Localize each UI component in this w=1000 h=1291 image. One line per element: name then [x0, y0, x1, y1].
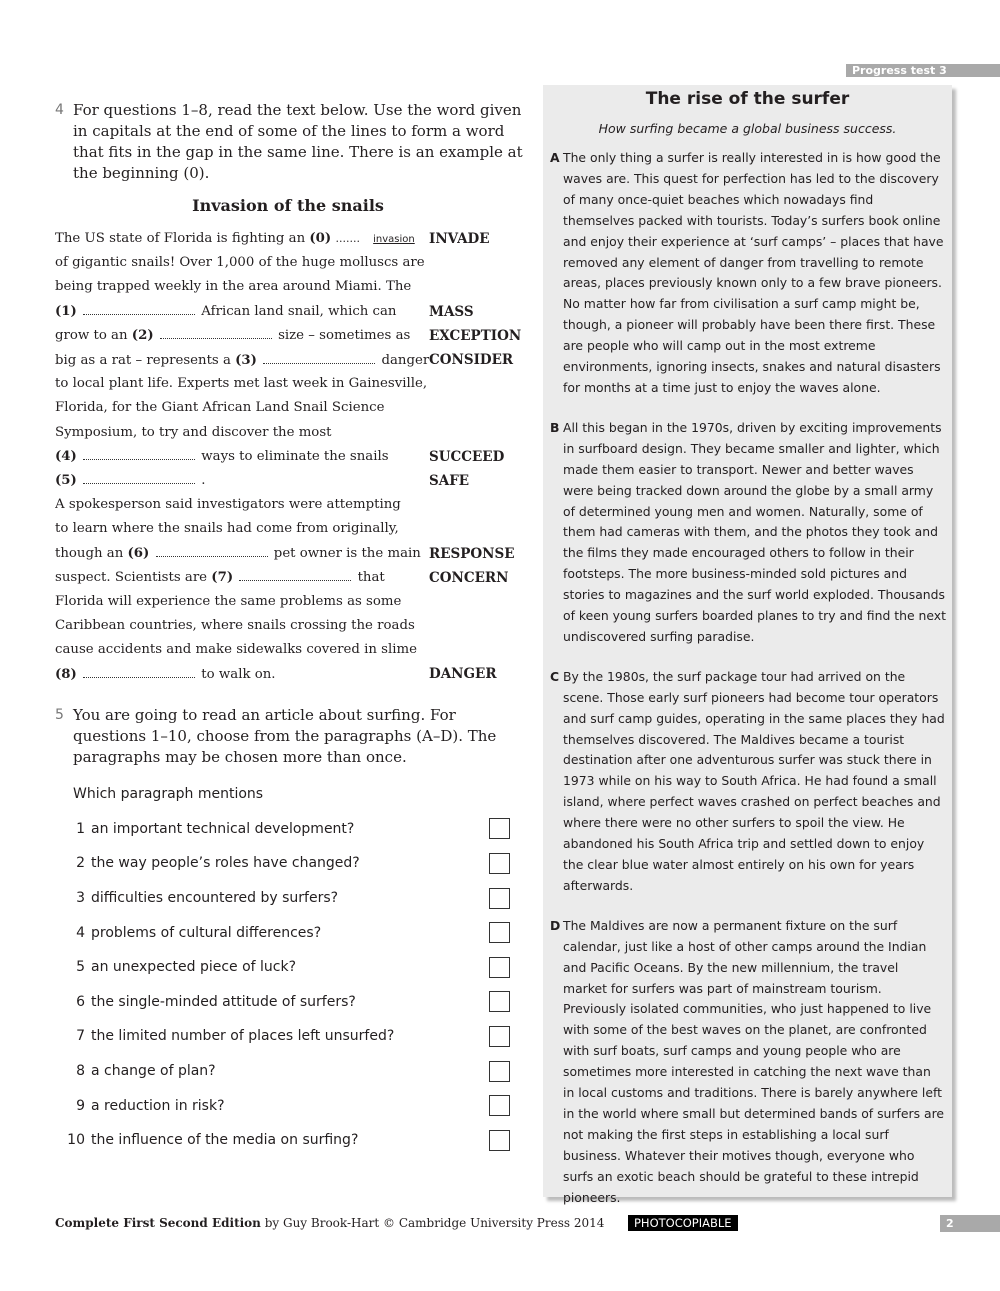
credit-text: by Guy Brook-Hart © Cambridge University Press 2014	[260, 1216, 605, 1230]
line-text	[55, 375, 429, 393]
answer-gap-5[interactable]	[83, 471, 195, 484]
gap-number: (4)	[55, 449, 77, 465]
footer-credit	[55, 1216, 604, 1230]
text-line	[55, 566, 525, 590]
text-line	[55, 324, 525, 348]
question-number: 10	[67, 1132, 85, 1149]
question-text: the limited number of places left unsurfed?	[91, 1028, 395, 1045]
keyword: CONSIDER	[429, 352, 514, 369]
question-5-instructions	[55, 705, 525, 768]
line-text	[55, 471, 429, 490]
line-post: danger	[377, 352, 429, 368]
text-line	[55, 421, 525, 445]
gap-fill-text	[55, 227, 525, 687]
which-paragraph-prompt: Which paragraph mentions	[73, 785, 264, 802]
line-text	[55, 424, 429, 442]
article-paragraphs	[543, 148, 952, 1209]
question-row	[55, 1054, 525, 1089]
line-pre: The US state of Florida is fighting an	[55, 231, 310, 247]
question-text: the influence of the media on surfing?	[91, 1132, 359, 1149]
text-line	[55, 614, 525, 638]
line-text	[55, 568, 429, 587]
instructions-text: You are going to read an article about surfing. For questions 1–10, choose from the paragraphs (A–D). The paragraphs may be chosen more than once.	[73, 705, 497, 766]
text-line	[55, 348, 525, 372]
text-line	[55, 662, 525, 686]
question-text: the single-minded attitude of surfers?	[91, 993, 356, 1010]
photocopiable-label: PHOTOCOPIABLE	[628, 1215, 738, 1231]
answer-gap-8[interactable]	[83, 665, 195, 678]
answer-box[interactable]	[489, 818, 510, 839]
article-paragraph	[543, 418, 952, 648]
example-answer: invasion	[373, 234, 415, 246]
answer-box[interactable]	[489, 1130, 510, 1151]
question-row	[55, 950, 525, 985]
gap-number: (7)	[211, 570, 234, 586]
answer-box[interactable]	[489, 1095, 510, 1116]
question-text: an important technical development?	[91, 820, 355, 837]
line-pre: big as a rat – represents a	[55, 352, 236, 368]
article-subtitle: How surfing became a global business success.	[598, 121, 897, 136]
keyword: MASS	[429, 303, 474, 320]
text-line	[55, 445, 525, 469]
keyword: EXCEPTION	[429, 327, 522, 344]
answer-box[interactable]	[489, 991, 510, 1012]
text-line	[55, 590, 525, 614]
line-post: African land snail, which can	[197, 304, 397, 320]
article-panel	[543, 85, 952, 1205]
question-number: 7	[76, 1028, 85, 1045]
keyword: RESPONSE	[429, 545, 515, 562]
progress-test-tag: Progress test 3	[846, 64, 1000, 77]
gap-number: (6)	[127, 546, 150, 562]
line-post: ways to eliminate the snails	[197, 449, 389, 465]
answer-box[interactable]	[489, 922, 510, 943]
text-line	[55, 300, 525, 324]
paragraph-text: All this began in the 1970s, driven by exciting improvements in surfboard design. They became smaller and lighter, which made them easier to transport. Newer and better waves were being tracked down around the globe by a small army of determined young men and women. Naturally, some of them had cameras with them, and the photos they took and the films they made encouraged others to follow in their footsteps. The more business-minded sold pictures and stories to magazines and the surf world exploded. Thousands of keen young surfers boarded planes to try and find the next undiscovered surfing paradise.	[563, 419, 946, 644]
line-pre: of gigantic snails! Over 1,000 of the huge molluscs are	[55, 255, 425, 271]
line-pre: being trapped weekly in the area around Miami. The	[55, 279, 412, 295]
question-number: 5	[55, 706, 64, 723]
line-post: .	[197, 473, 206, 489]
gap-number: (8)	[55, 666, 77, 682]
question-row	[55, 1019, 525, 1054]
answer-box[interactable]	[489, 1061, 510, 1082]
line-pre: Symposium, to try and discover the most	[55, 424, 332, 440]
question-text: a reduction in risk?	[91, 1097, 225, 1114]
left-column	[55, 100, 525, 1158]
line-pre: Caribbean countries, where snails crossing the roads	[55, 618, 415, 634]
question-text: difficulties encountered by surfers?	[91, 890, 339, 907]
line-text	[55, 520, 429, 538]
question-number: 6	[76, 993, 85, 1010]
line-text	[55, 544, 429, 563]
line-text	[55, 641, 429, 659]
line-text	[55, 399, 429, 417]
answer-box[interactable]	[489, 853, 510, 874]
text-line	[55, 541, 525, 565]
question-row	[55, 881, 525, 916]
line-post: that	[353, 570, 385, 586]
paragraph-letter: A	[550, 150, 560, 165]
answer-box[interactable]	[489, 957, 510, 978]
line-pre: though an	[55, 546, 128, 562]
question-number: 2	[76, 855, 85, 872]
line-text	[55, 665, 429, 684]
text-line	[55, 227, 525, 251]
line-post: pet owner is the main	[269, 546, 421, 562]
text-line	[55, 251, 525, 275]
text-line	[55, 493, 525, 517]
article-title: The rise of the surfer	[645, 89, 850, 109]
text-line	[55, 396, 525, 420]
keyword: SUCCEED	[429, 448, 505, 465]
keyword: DANGER	[429, 666, 497, 683]
answer-box[interactable]	[489, 1026, 510, 1047]
article-paragraph	[543, 916, 952, 1209]
line-text	[55, 351, 429, 370]
paragraph-letter: D	[550, 917, 561, 933]
text-line	[55, 275, 525, 299]
question-row	[55, 812, 525, 847]
gap-number: (2)	[131, 328, 154, 344]
question-text: problems of cultural differences?	[91, 924, 322, 941]
paragraph-letter: C	[550, 668, 560, 684]
text-line	[55, 638, 525, 662]
answer-gap-3[interactable]	[263, 351, 375, 364]
page-number: 2	[940, 1215, 1000, 1232]
paragraph-text: By the 1980s, the surf package tour had arrived on the scene. Those early surf pioneers had become tour operators and surf camp guides, operating in the same places they had themselves discovered. The Maldives became a tourist destination after one adventurous surfer was stuck there in 1973 while on his way to South Africa. He had found a small island, where perfect waves crashed on perfect beaches and where there were no other surfers to spoil the view. He abandoned his South Africa trip and settled down to enjoy the clear blue water almost entirely on his own for years afterwards.	[563, 668, 945, 893]
line-text	[55, 593, 429, 611]
gap-number: (1)	[55, 304, 77, 320]
keyword: CONCERN	[429, 569, 509, 586]
article-paragraph	[543, 148, 952, 399]
gap-dots: .......	[335, 232, 360, 246]
keyword: INVADE	[429, 231, 490, 248]
line-pre: to learn where the snails had come from originally,	[55, 521, 399, 537]
question-number: 4	[55, 102, 64, 118]
line-text	[55, 447, 429, 466]
line-text	[55, 230, 429, 248]
line-pre: grow to an	[55, 328, 132, 344]
line-pre: Florida, for the Giant African Land Snail Science	[55, 400, 385, 416]
answer-gap-1[interactable]	[83, 302, 195, 315]
line-text	[55, 496, 429, 514]
answer-box[interactable]	[489, 888, 510, 909]
question-row	[55, 1123, 525, 1158]
answer-gap-4[interactable]	[83, 447, 195, 460]
line-pre: Florida will experience the same problems as some	[55, 593, 402, 609]
question-row	[55, 915, 525, 950]
gap-number: (5)	[55, 473, 77, 489]
question-number: 5	[76, 959, 85, 976]
paragraph-letter: B	[550, 419, 560, 435]
line-post: to walk on.	[197, 666, 276, 682]
text-line	[55, 469, 525, 493]
question-text: an unexpected piece of luck?	[91, 959, 297, 976]
article-paragraph	[543, 667, 952, 897]
question-text: a change of plan?	[91, 1063, 216, 1080]
paragraph-text: The Maldives are now a permanent fixture on the surf calendar, just like a host of other camps around the Indian and Pacific Oceans. By the new millennium, the travel market for surfers was part of mainstream tourism. Previously isolated communities, who just happened to live with some of the best waves on the planet, are confronted with surf boats, surf camps and young people who are sometimes more interested in catching the next wave than in local customs and traditions. There is barely anywhere left in the world where small but determined bands of surfers are not making the first steps in establishing a local surf business. Whatever their motives though, everyone who surfs an exotic beach should be grateful to these intrepid pioneers.	[563, 917, 945, 1205]
text-line	[55, 372, 525, 396]
line-pre: A spokesperson said investigators were attempting	[55, 497, 401, 513]
question-row	[55, 846, 525, 881]
line-pre: to local plant life. Experts met last week in Gainesville,	[55, 376, 428, 392]
line-text	[55, 302, 429, 321]
paragraph-text: The only thing a surfer is really interested in is how good the waves are. This quest for perfection has led to the discovery of many once-quiet beaches which nowadays find themselves packed with tourists. Today’s surfers book online and enjoy their experience at ‘surf camps’ – places that have removed any element of danger from travelling to remote areas, places previously known only to a few brave pioneers. No matter how far from civilisation a surf camp might be, though, a pioneer will probably have been there first. These are people who will camp out in the most extreme environments, ignoring insects, snakes and natural disasters for months at a time just to enjoy the waves alone.	[563, 150, 944, 395]
question-number: 8	[76, 1063, 85, 1080]
text-line	[55, 517, 525, 541]
gap-number: (3)	[235, 352, 257, 368]
answer-gap-2[interactable]	[160, 326, 272, 339]
question-text: the way people’s roles have changed?	[91, 855, 360, 872]
answer-gap-6[interactable]	[156, 544, 268, 557]
line-text	[55, 278, 429, 296]
line-pre: suspect. Scientists are	[55, 570, 212, 586]
question-number: 1	[76, 820, 85, 837]
question-number: 3	[76, 890, 85, 907]
question-row	[55, 1088, 525, 1123]
answer-gap-7[interactable]	[239, 568, 351, 581]
question-number: 4	[76, 924, 85, 941]
line-pre: cause accidents and make sidewalks covered in slime	[55, 642, 417, 658]
line-text	[55, 326, 429, 345]
question-number: 9	[76, 1097, 85, 1114]
book-title: Complete First Second Edition	[55, 1216, 261, 1230]
gap-number: (0)	[309, 231, 332, 247]
instructions-text: For questions 1–8, read the text below. Use the word given in capitals at the end of some of the lines to form a word that fits in the gap in the same line. There is an example at the beginning (0).	[73, 101, 523, 182]
line-text	[55, 254, 429, 272]
question-list	[55, 812, 525, 1158]
question-row	[55, 985, 525, 1020]
question-4-instructions	[55, 100, 525, 184]
line-post: size – sometimes as	[273, 328, 411, 344]
text-title: Invasion of the snails	[192, 196, 384, 215]
line-text	[55, 617, 429, 635]
keyword: SAFE	[429, 472, 470, 489]
